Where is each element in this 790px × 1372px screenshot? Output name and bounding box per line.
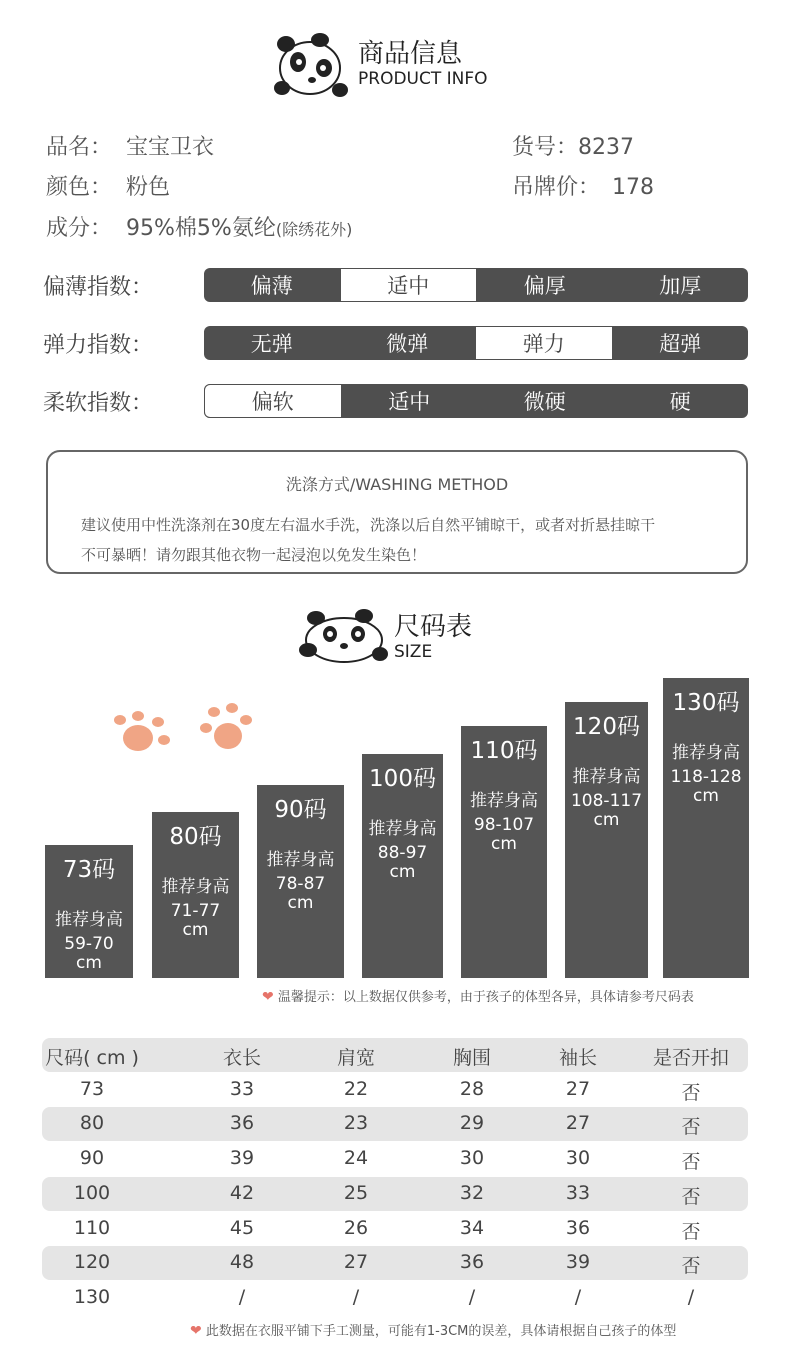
size-header xyxy=(298,606,472,668)
table-cell: 28 xyxy=(459,1077,485,1100)
size-bar-range: 71-77 xyxy=(170,901,221,921)
size-bar-range: 118-128 xyxy=(670,767,742,787)
softness-option: 微硬 xyxy=(523,390,566,414)
washing-title: 洗涤方式/WASHING METHOD xyxy=(285,475,509,494)
table-cell: / xyxy=(352,1285,360,1308)
size-bar-label: 90码 xyxy=(274,797,327,823)
size-tip xyxy=(262,986,694,1005)
table-cell: 36 xyxy=(565,1216,591,1239)
table-tip-text: 此数据在衣服平铺下手工测量，可能有1-3CM的误差，具体请根据自己孩子的体型 xyxy=(205,1324,677,1339)
table-cell: 30 xyxy=(459,1147,485,1170)
heart-icon: ❤ xyxy=(262,989,274,1005)
table-cell: 27 xyxy=(343,1251,369,1274)
table-cell: 45 xyxy=(229,1216,255,1239)
table-cell: 80 xyxy=(79,1112,105,1135)
table-cell: 27 xyxy=(565,1077,591,1100)
table-cell: 胸围 xyxy=(452,1047,491,1069)
elasticity-option-selected: 弹力 xyxy=(475,326,613,360)
table-cell: 否 xyxy=(681,1151,701,1174)
size-bar-range: 59-70 xyxy=(64,934,114,954)
table-cell: 42 xyxy=(229,1181,255,1204)
table-cell: 尺码( cm ) xyxy=(45,1047,139,1069)
info-price xyxy=(512,170,654,201)
table-cell: 30 xyxy=(565,1147,591,1170)
thickness-index-label: 偏薄指数： xyxy=(43,275,154,300)
table-cell: / xyxy=(238,1285,246,1308)
size-bar-range: 98-107 xyxy=(473,815,535,835)
table-cell: 36 xyxy=(229,1112,255,1135)
elasticity-index-label: 弹力指数： xyxy=(43,333,154,358)
elasticity-option: 微弹 xyxy=(386,332,429,356)
size-bar-recommend: 推荐身高 xyxy=(672,743,740,763)
size-bar-range: 108-117 xyxy=(570,791,643,811)
info-name-value: 宝宝卫衣 xyxy=(126,135,215,160)
size-bar-recommend: 推荐身高 xyxy=(266,850,335,870)
size-tip-text: 温馨提示：以上数据仅供参考，由于孩子的体型各异，具体请参考尺码表 xyxy=(277,990,694,1005)
size-bar xyxy=(663,678,749,978)
table-cell: 130 xyxy=(73,1285,111,1308)
product-info-header xyxy=(272,28,488,100)
info-color-value: 粉色 xyxy=(126,175,171,200)
info-price-label: 吊牌价： xyxy=(512,175,601,200)
elasticity-index-bar xyxy=(204,326,748,360)
size-bar-unit: cm xyxy=(287,893,314,913)
info-sku-label: 货号： xyxy=(512,135,579,160)
table-cell: / xyxy=(574,1285,582,1308)
table-cell: 100 xyxy=(73,1181,111,1204)
table-cell: 否 xyxy=(681,1081,701,1104)
info-comp-label: 成分： xyxy=(46,216,113,241)
info-sku-value: 8237 xyxy=(578,135,635,160)
table-cell: / xyxy=(687,1285,695,1308)
product-info-title: 商品信息 xyxy=(358,39,463,69)
info-name xyxy=(46,130,214,161)
size-bar-range: 88-97 xyxy=(377,843,428,863)
size-bar-label: 73码 xyxy=(62,857,116,883)
info-comp-note: (除绣花外) xyxy=(275,220,353,239)
paw-prints-icon xyxy=(108,700,253,764)
size-bar-recommend: 推荐身高 xyxy=(161,877,230,897)
washing-line-1: 建议使用中性洗涤剂在30度左右温水手洗，洗涤以后自然平铺晾干，或者对折悬挂晾干 xyxy=(81,516,656,534)
washing-line-2: 不可暴晒！请勿跟其他衣物一起浸泡以免发生染色！ xyxy=(81,546,427,564)
size-bar-unit: cm xyxy=(593,810,620,830)
table-cell: 33 xyxy=(229,1077,255,1100)
table-cell: 是否开扣 xyxy=(652,1047,729,1069)
table-tip xyxy=(190,1320,676,1339)
info-price-value: 178 xyxy=(612,175,655,200)
table-cell: 衣长 xyxy=(222,1047,261,1069)
thickness-option: 偏薄 xyxy=(250,274,293,298)
size-bar-label: 100码 xyxy=(369,766,436,792)
table-cell: 73 xyxy=(79,1077,105,1100)
softness-option: 适中 xyxy=(388,390,431,414)
panda-icon xyxy=(298,606,390,668)
thickness-option-selected: 适中 xyxy=(340,268,478,302)
info-comp-value: 95%棉5%氨纶 xyxy=(126,216,276,241)
size-bar-unit: cm xyxy=(76,953,102,973)
size-bar-recommend: 推荐身高 xyxy=(368,819,437,839)
table-cell: 27 xyxy=(565,1112,591,1135)
info-sku xyxy=(512,130,634,161)
size-bar-unit: cm xyxy=(182,920,209,940)
size-subtitle: SIZE xyxy=(394,642,433,662)
table-cell: 33 xyxy=(565,1181,591,1204)
table-cell: 48 xyxy=(229,1251,255,1274)
elasticity-option: 超弹 xyxy=(659,332,702,356)
info-name-label: 品名： xyxy=(46,135,113,160)
info-color xyxy=(46,170,170,201)
table-cell: 39 xyxy=(229,1147,255,1170)
softness-index-bar xyxy=(204,384,748,418)
table-cell: 26 xyxy=(343,1216,369,1239)
product-info-subtitle: PRODUCT INFO xyxy=(358,69,488,89)
table-cell: 否 xyxy=(681,1255,701,1278)
table-cell: 否 xyxy=(681,1185,701,1208)
thickness-option: 偏厚 xyxy=(523,274,566,298)
info-color-label: 颜色： xyxy=(46,175,113,200)
size-bar xyxy=(152,812,239,978)
size-bar xyxy=(461,726,547,978)
table-cell: 32 xyxy=(459,1181,485,1204)
size-bar-unit: cm xyxy=(389,862,416,882)
softness-option: 硬 xyxy=(669,390,691,414)
table-cell: 36 xyxy=(459,1251,485,1274)
thickness-index-bar xyxy=(204,268,748,302)
table-cell: 29 xyxy=(459,1112,485,1135)
size-bar xyxy=(257,785,344,978)
elasticity-option: 无弹 xyxy=(250,332,293,356)
table-cell: 110 xyxy=(73,1216,111,1239)
info-composition xyxy=(46,211,352,242)
washing-method-box xyxy=(46,450,748,574)
table-cell: 否 xyxy=(681,1116,701,1139)
size-bar-unit: cm xyxy=(491,834,517,854)
table-cell: 39 xyxy=(565,1251,591,1274)
table-cell: 否 xyxy=(681,1220,701,1243)
size-bar xyxy=(362,754,443,978)
table-cell: 23 xyxy=(343,1112,369,1135)
size-bar-label: 80码 xyxy=(169,824,222,850)
size-bar-unit: cm xyxy=(693,786,719,806)
table-cell: 24 xyxy=(343,1147,369,1170)
size-bar-recommend: 推荐身高 xyxy=(572,767,641,787)
size-bar xyxy=(565,702,648,978)
size-bar-label: 120码 xyxy=(573,714,640,740)
size-title: 尺码表 xyxy=(394,612,473,642)
size-bar-label: 110码 xyxy=(470,738,538,764)
heart-icon: ❤ xyxy=(190,1323,202,1339)
table-cell: 22 xyxy=(343,1077,369,1100)
panda-icon xyxy=(272,28,352,100)
table-cell: 25 xyxy=(343,1181,369,1204)
thickness-option: 加厚 xyxy=(659,274,702,298)
size-bar-range: 78-87 xyxy=(275,874,326,894)
table-cell: 90 xyxy=(79,1147,105,1170)
table-cell: 34 xyxy=(459,1216,485,1239)
size-bar-recommend: 推荐身高 xyxy=(55,910,123,930)
size-bar-label: 130码 xyxy=(672,690,740,716)
size-bar xyxy=(45,845,133,978)
softness-index-label: 柔软指数： xyxy=(43,391,154,416)
table-cell: / xyxy=(468,1285,476,1308)
table-cell: 120 xyxy=(73,1251,111,1274)
table-cell: 袖长 xyxy=(558,1047,597,1069)
softness-option-selected: 偏软 xyxy=(204,384,342,418)
table-cell: 肩宽 xyxy=(336,1047,375,1069)
size-bar-recommend: 推荐身高 xyxy=(470,791,538,811)
